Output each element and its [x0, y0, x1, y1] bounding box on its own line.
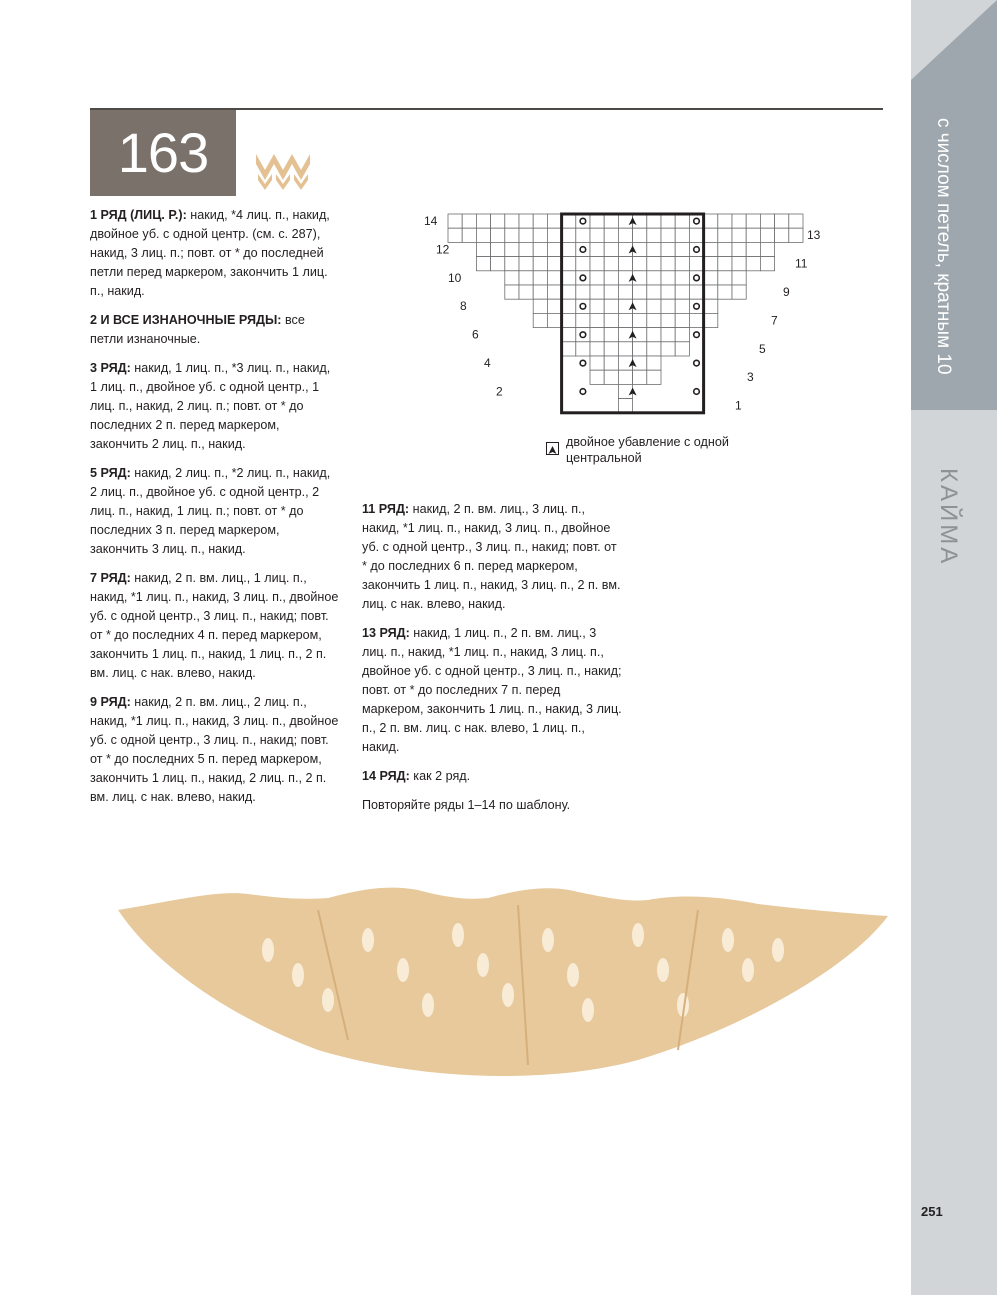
chart-cell [618, 342, 632, 356]
chart-cell [704, 214, 718, 228]
chart-cell [562, 299, 576, 313]
chart-cell [618, 228, 632, 242]
chart-cell [704, 242, 718, 256]
chart-cell [675, 271, 689, 285]
chart-cell [491, 228, 505, 242]
chart-cell [732, 214, 746, 228]
chart-cell [661, 328, 675, 342]
chart-cell [647, 328, 661, 342]
chart-cell [547, 299, 561, 313]
chart-cell [618, 271, 632, 285]
instruction-row [362, 500, 624, 614]
chart-cell [718, 271, 732, 285]
chart-cell [590, 242, 604, 256]
chart-cell [476, 242, 490, 256]
chart-cell [576, 342, 590, 356]
chart-cell [689, 214, 703, 228]
chart-cell [633, 342, 647, 356]
chart-cell [647, 342, 661, 356]
row-label: 3 РЯД: [90, 361, 131, 375]
chart-cell [562, 214, 576, 228]
row-number-right: 1 [735, 398, 742, 413]
row-text: накид, 1 лиц. п., 2 п. вм. лиц., 3 лиц. п., накид, *1 лиц. п., накид, 3 лиц. п., двойное уб. с одной центр., 3 лиц. п., накид; повт. от * до последних 7 п. перед маркером, закончить 1 лиц. п., накид, 3 лиц. п., 2 п. вм. лиц. с нак. влево, 1 лиц. п., накид. [362, 626, 622, 754]
row-number-right: 13 [807, 228, 821, 243]
chart-cell [476, 257, 490, 271]
row-number-left: 8 [460, 299, 467, 314]
chart-cell [689, 285, 703, 299]
chart-cell [604, 356, 618, 370]
chart-cell [519, 228, 533, 242]
yarn-over-mark [580, 360, 586, 366]
chart-cell [505, 228, 519, 242]
chart-cell [689, 299, 703, 313]
yarn-over-mark [580, 389, 586, 395]
chart-cell [505, 285, 519, 299]
sidebar-section: КАЙМА [935, 468, 962, 567]
chart-cell [718, 228, 732, 242]
chart-cell [448, 228, 462, 242]
chart-cell [675, 342, 689, 356]
chart-cell [633, 370, 647, 384]
chart-cell [604, 328, 618, 342]
chart-cell [647, 285, 661, 299]
chart-cell [789, 228, 803, 242]
chart-cell [689, 228, 703, 242]
chart-cell [547, 228, 561, 242]
chart-cell [647, 242, 661, 256]
instruction-row [90, 206, 340, 301]
chart-cell [519, 214, 533, 228]
instruction-row [90, 693, 340, 807]
chart-cell [633, 313, 647, 327]
page-number: 251 [921, 1204, 943, 1219]
row-label: 2 И ВСЕ ИЗНАНОЧНЫЕ РЯДЫ: [90, 313, 282, 327]
row-number-right: 3 [747, 370, 754, 385]
chart-cell [675, 299, 689, 313]
chart-cell [647, 271, 661, 285]
chart-cell [476, 214, 490, 228]
row-number-right: 5 [759, 341, 766, 356]
chart-cell [590, 214, 604, 228]
pattern-number: 163 [90, 110, 236, 196]
chart-cell [562, 313, 576, 327]
row-label: 13 РЯД: [362, 626, 410, 640]
chart-cell [718, 285, 732, 299]
chart-cell [689, 242, 703, 256]
chart-cell [647, 228, 661, 242]
chart-cell [689, 271, 703, 285]
chart-cell [604, 299, 618, 313]
chart-cell [618, 399, 632, 413]
chart-cell [760, 242, 774, 256]
chart-cell [675, 214, 689, 228]
instruction-row [362, 796, 624, 815]
chart-cell [590, 370, 604, 384]
instruction-row [90, 464, 340, 559]
chart-cell [590, 257, 604, 271]
chart-cell [633, 328, 647, 342]
chart-cell [633, 271, 647, 285]
chart-cell [647, 214, 661, 228]
chart-cell [547, 242, 561, 256]
chart-cell [505, 214, 519, 228]
chart-cell [675, 328, 689, 342]
chart-cell [618, 370, 632, 384]
chart-cell [604, 342, 618, 356]
chart-cell [704, 285, 718, 299]
chart-cell [590, 356, 604, 370]
chart-cell [519, 271, 533, 285]
chart-cell [633, 242, 647, 256]
chart-cell [547, 271, 561, 285]
chart-cell [547, 214, 561, 228]
chart-cell [661, 228, 675, 242]
chart-cell [505, 242, 519, 256]
chart-cell [562, 242, 576, 256]
chart-cell [775, 228, 789, 242]
yarn-over-mark [694, 360, 700, 366]
chart-cell [732, 242, 746, 256]
chart-cell [604, 242, 618, 256]
chart-cell [760, 257, 774, 271]
chart-cell [732, 257, 746, 271]
chart-cell [647, 356, 661, 370]
chart-cell [661, 214, 675, 228]
chart-cell [590, 285, 604, 299]
double-decrease-legend-icon [546, 442, 559, 455]
chart-cell [547, 313, 561, 327]
knit-stitches-icon [252, 150, 314, 192]
chart-cell [746, 228, 760, 242]
chart-cell [576, 242, 590, 256]
chart-cell [633, 228, 647, 242]
chart-cell [618, 257, 632, 271]
chart-cell [562, 285, 576, 299]
instruction-row [90, 311, 340, 349]
row-text: все петли изнаночные. [90, 313, 305, 346]
instructions-column-1 [90, 206, 340, 817]
row-number-left: 4 [484, 356, 491, 370]
chart-cell [519, 285, 533, 299]
chart-cell [704, 299, 718, 313]
chart-cell [576, 257, 590, 271]
knitted-sample-photo [118, 880, 888, 1090]
row-text: накид, 2 п. вм. лиц., 1 лиц. п., накид, *1 лиц. п., накид, 3 лиц. п., двойное уб. с одной центр., 3 лиц. п., накид; повт. от * до последних 4 п. перед маркером, закончить 1 лиц. п., накид, 1 лиц. п., 2 п. вм. лиц. с нак. влево, накид. [90, 571, 339, 680]
chart-cell [491, 242, 505, 256]
chart-cell [533, 242, 547, 256]
row-number-left: 10 [448, 270, 462, 285]
sidebar-tab [911, 0, 997, 410]
yarn-over-mark [694, 389, 700, 395]
chart-cell [533, 285, 547, 299]
chart-cell [661, 313, 675, 327]
chart-cell [760, 228, 774, 242]
row-number-left: 12 [436, 242, 450, 257]
chart-cell [590, 299, 604, 313]
row-label: 7 РЯД: [90, 571, 131, 585]
chart-cell [533, 228, 547, 242]
chart-cell [576, 299, 590, 313]
chart-cell [746, 257, 760, 271]
chart-cell [462, 228, 476, 242]
chart-cell [590, 313, 604, 327]
chart-cell [618, 214, 632, 228]
chart-cell [576, 228, 590, 242]
chart-cell [576, 313, 590, 327]
chart-cell [448, 214, 462, 228]
chart-cell [491, 214, 505, 228]
chart-cell [604, 257, 618, 271]
chart-cell [633, 257, 647, 271]
chart-cell [647, 313, 661, 327]
instruction-row [362, 624, 624, 757]
instructions-column-2 [362, 500, 624, 825]
chart-cell [633, 285, 647, 299]
row-number-right: 11 [795, 256, 808, 271]
chart-cell [647, 299, 661, 313]
chart-cell [618, 242, 632, 256]
chart-cell [675, 257, 689, 271]
chart-cell [746, 214, 760, 228]
instruction-row [90, 359, 340, 454]
chart-cell [562, 342, 576, 356]
chart-cell [547, 285, 561, 299]
row-text: накид, 1 лиц. п., *3 лиц. п., накид, 1 лиц. п., двойное уб. с одной центр., 1 лиц. п., накид, 2 лиц. п.; повт. от * до последних 2 п. перед маркером, закончить 2 лиц. п., накид. [90, 361, 331, 451]
chart-cell [533, 257, 547, 271]
chart-cell [533, 214, 547, 228]
chart-cell [661, 271, 675, 285]
chart-cell [618, 313, 632, 327]
row-text: накид, *4 лиц. п., накид, двойное уб. с одной центр. (см. с. 287), накид, 3 лиц. п.; повт. от * до последней петли перед маркером, закончить 1 лиц. п., накид. [90, 208, 330, 298]
sidebar-category: с числом петель, кратным 10 [933, 118, 954, 375]
chart-cell [633, 299, 647, 313]
row-label: 14 РЯД: [362, 769, 410, 783]
chart-cell [760, 214, 774, 228]
knitting-chart [418, 206, 838, 426]
chart-cell [647, 370, 661, 384]
row-number-left: 14 [424, 214, 438, 228]
chart-cell [576, 271, 590, 285]
chart-cell [576, 285, 590, 299]
row-text: накид, 2 п. вм. лиц., 2 лиц. п., накид, *1 лиц. п., накид, 3 лиц. п., двойное уб. с одной центр., 3 лиц. п., накид; повт. от * до последних 5 п. перед маркером, закончить 1 лиц. п., накид, 2 лиц. п., 2 п. вм. лиц. с нак. влево, накид. [90, 695, 339, 804]
row-number-right: 7 [771, 313, 778, 328]
chart-cell [562, 271, 576, 285]
chart-cell [604, 228, 618, 242]
chart-cell [604, 313, 618, 327]
chart-cell [618, 285, 632, 299]
chart-cell [661, 242, 675, 256]
row-label: 11 РЯД: [362, 502, 410, 516]
chart-cell [618, 328, 632, 342]
chart-cell [562, 257, 576, 271]
legend-text: двойное убавление с одной центральной [566, 435, 729, 465]
chart-cell [661, 285, 675, 299]
chart-cell [576, 328, 590, 342]
chart-cell [491, 257, 505, 271]
row-text: накид, 2 п. вм. лиц., 3 лиц. п., накид, *1 лиц. п., накид, 3 лиц. п., двойное уб. с одной центр., 3 лиц. п., накид; повт. от * до последних 6 п. перед маркером, закончить 1 лиц. п., накид, 3 лиц. п., 2 п. вм. лиц. с нак. влево, накид. [362, 502, 621, 611]
chart-cell [576, 214, 590, 228]
chart-cell [562, 328, 576, 342]
chart-cell [604, 271, 618, 285]
chart-cell [476, 228, 490, 242]
chart-cell [633, 356, 647, 370]
chart-cell [618, 356, 632, 370]
row-label: 9 РЯД: [90, 695, 131, 709]
chart-cell [633, 214, 647, 228]
chart-cell [704, 228, 718, 242]
chart-cell [590, 328, 604, 342]
chart-cell [704, 313, 718, 327]
chart-cell [789, 214, 803, 228]
chart-cell [718, 214, 732, 228]
chart-cell [675, 285, 689, 299]
chart-cell [590, 228, 604, 242]
chart-cell [675, 242, 689, 256]
chart-cell [689, 257, 703, 271]
chart-cell [689, 313, 703, 327]
chart-cell [519, 242, 533, 256]
row-text: Повторяйте ряды 1–14 по шаблону. [362, 798, 571, 812]
row-number-left: 2 [496, 384, 503, 399]
chart-cell [533, 299, 547, 313]
chart-cell [533, 271, 547, 285]
row-number-right: 9 [783, 285, 790, 299]
chart-cell [618, 299, 632, 313]
chart-cell [718, 242, 732, 256]
chart-cell [718, 257, 732, 271]
row-label: 5 РЯД: [90, 466, 131, 480]
chart-cell [618, 384, 632, 398]
chart-cell [732, 271, 746, 285]
chart-cell [704, 271, 718, 285]
chart-cell [519, 257, 533, 271]
chart-cell [704, 257, 718, 271]
chart-cell [590, 342, 604, 356]
chart-cell [675, 228, 689, 242]
instruction-row [362, 767, 624, 786]
chart-cell [505, 271, 519, 285]
chart-cell [533, 313, 547, 327]
chart-cell [661, 257, 675, 271]
chart-cell [775, 214, 789, 228]
chart-cell [604, 370, 618, 384]
chart-cell [604, 285, 618, 299]
chart-cell [547, 257, 561, 271]
row-text: как 2 ряд. [409, 769, 471, 783]
row-label: 1 РЯД (ЛИЦ. Р.): [90, 208, 187, 222]
chart-cell [505, 257, 519, 271]
chart-cell [604, 214, 618, 228]
chart-cell [647, 257, 661, 271]
row-number-left: 6 [472, 327, 479, 342]
chart-cell [732, 228, 746, 242]
instruction-row [90, 569, 340, 683]
yarn-over-mark [694, 332, 700, 338]
row-text: накид, 2 лиц. п., *2 лиц. п., накид, 2 лиц. п., двойное уб. с одной центр., 2 лиц. п., накид, 1 лиц. п.; повт. от * до последних 3 п. перед маркером, закончить 3 лиц. п., накид. [90, 466, 331, 556]
chart-cell [675, 313, 689, 327]
chart-cell [562, 228, 576, 242]
chart-cell [661, 299, 675, 313]
chart-cell [661, 342, 675, 356]
chart-cell [746, 242, 760, 256]
chart-cell [590, 271, 604, 285]
chart-cell [732, 285, 746, 299]
chart-cell [462, 214, 476, 228]
